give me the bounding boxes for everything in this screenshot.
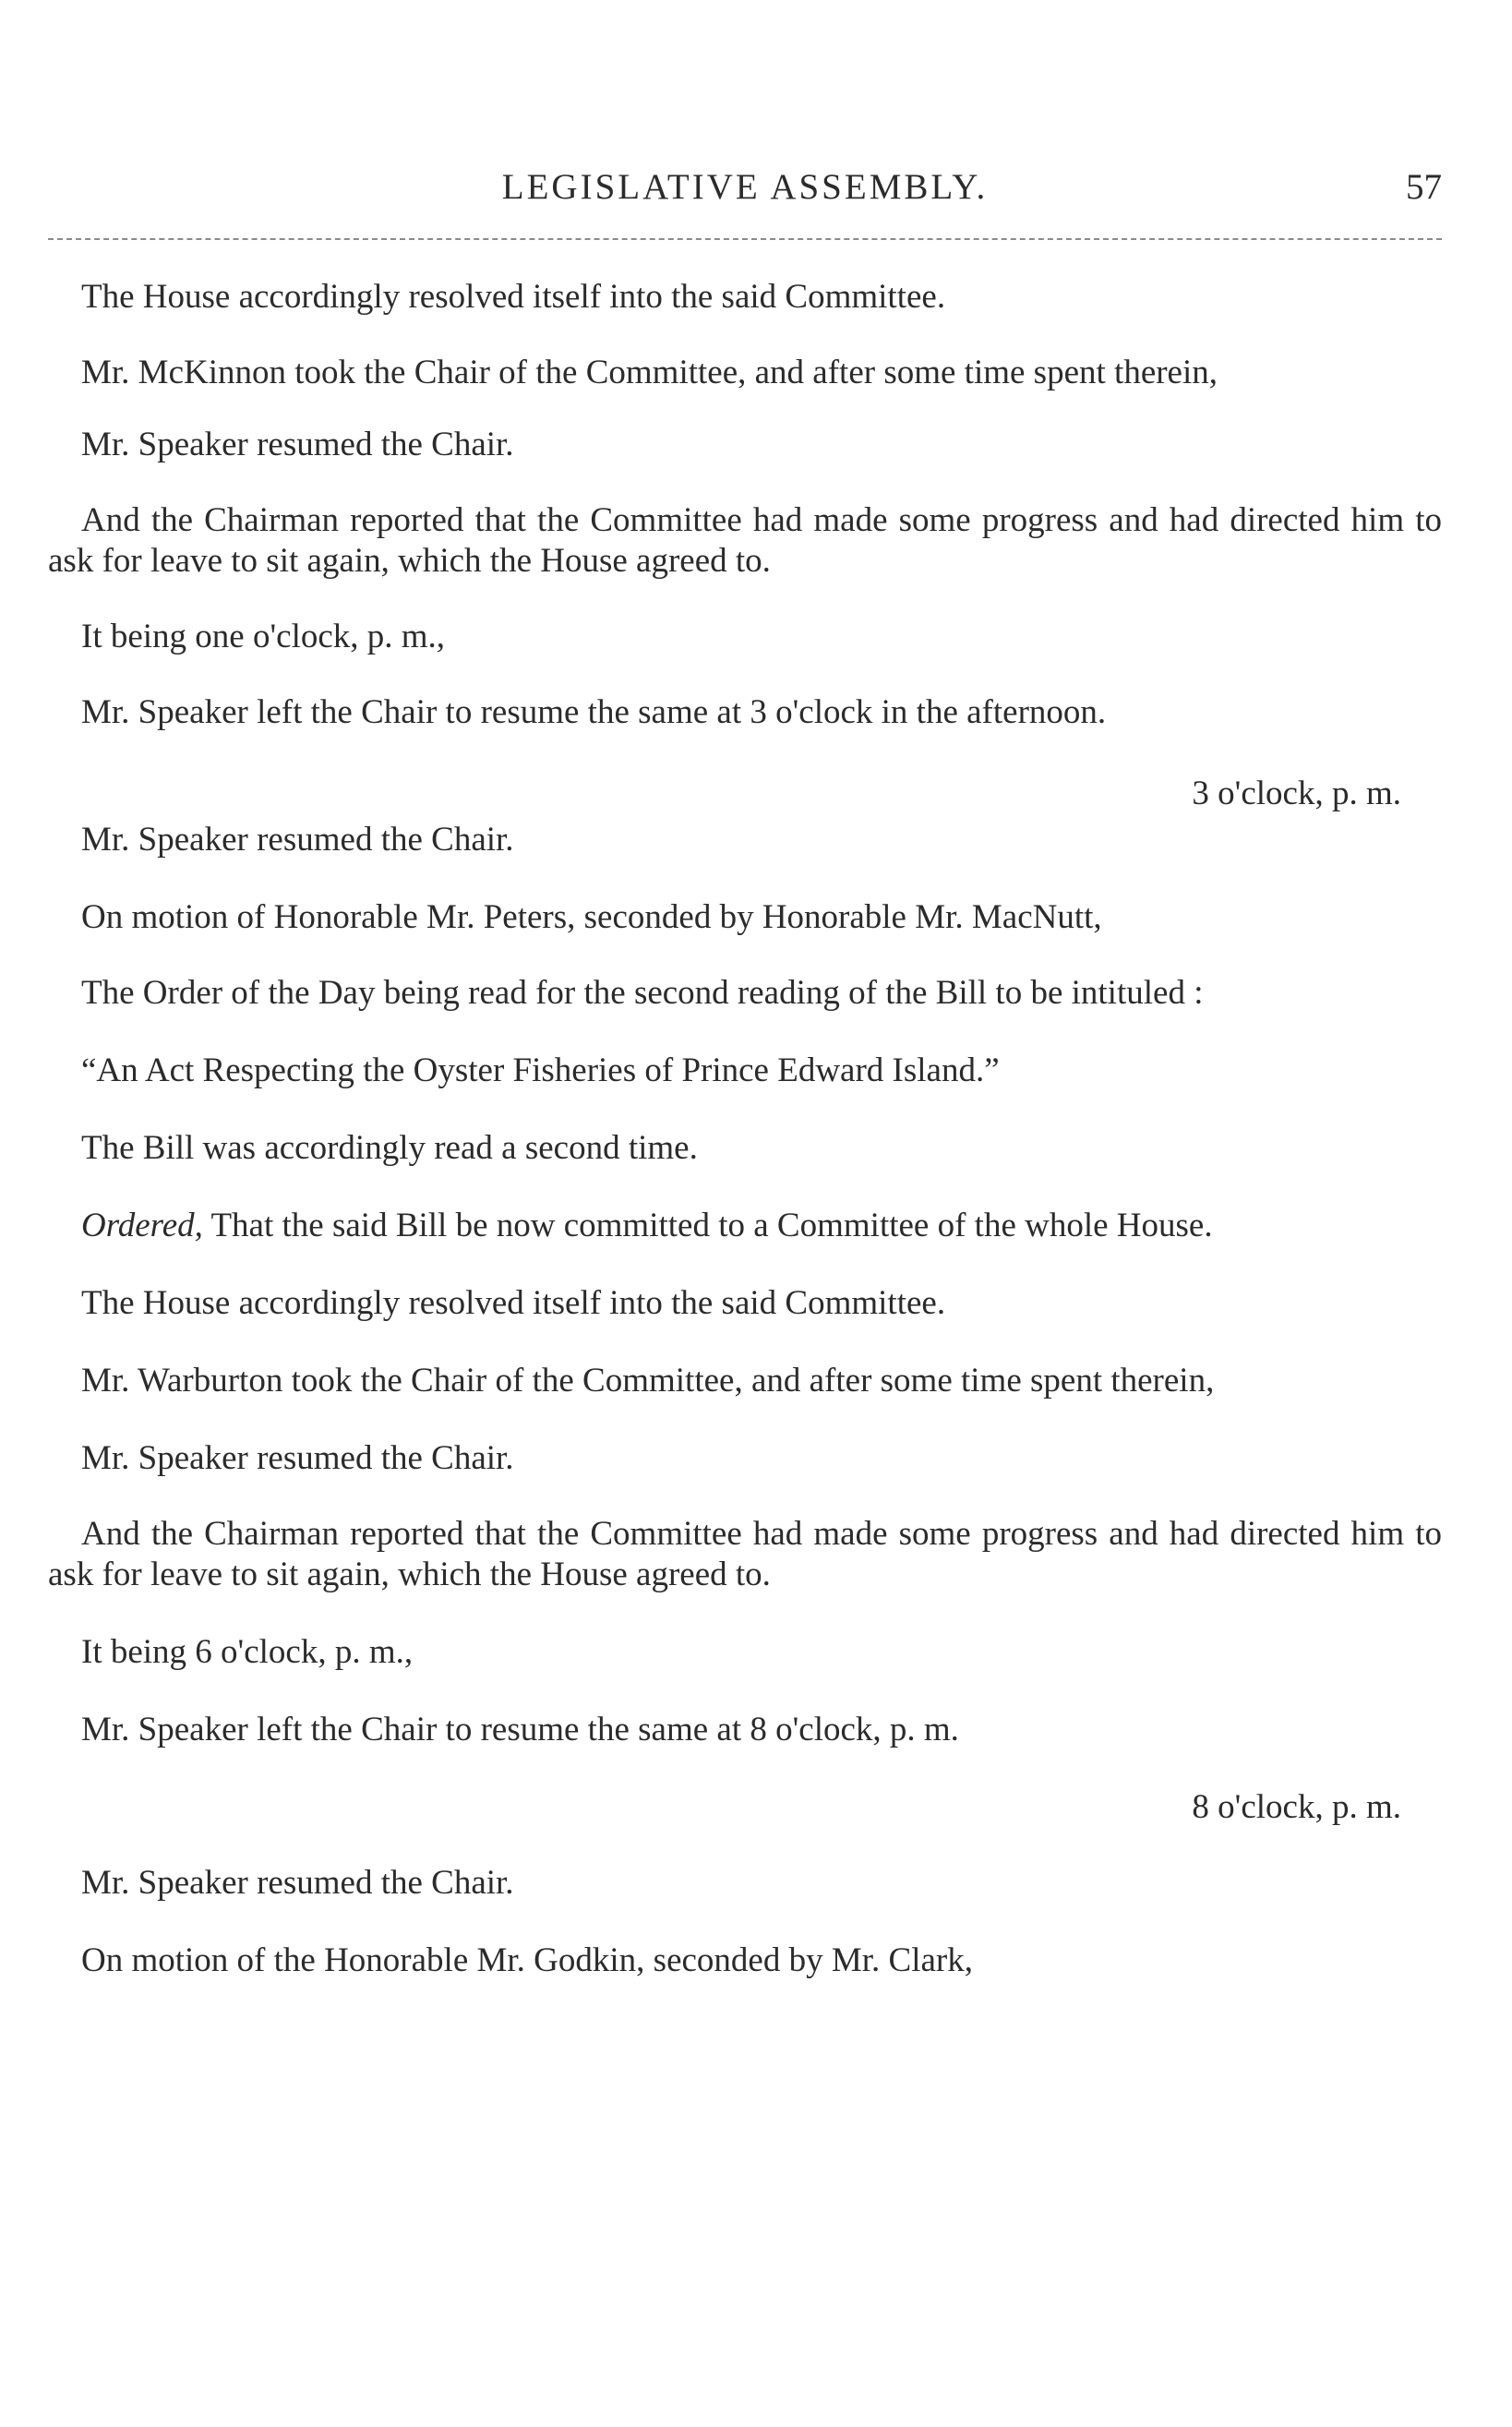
paragraph: On motion of Honorable Mr. Peters, seconded by Honorable Mr. MacNutt, — [81, 898, 1102, 936]
paragraph: It being one o'clock, p. m., — [81, 618, 446, 655]
paragraph: Mr. Speaker left the Chair to resume the same at 3 o'clock in the afternoon. — [81, 693, 1107, 731]
ordered-label: Ordered, — [81, 1207, 203, 1244]
paragraph: And the Chairman reported that the Committee had made some progress and had directed him to ask for leave to sit again, which the House agreed to. — [48, 501, 1442, 580]
page-number: 57 — [1406, 167, 1442, 207]
paragraph: Mr. Warburton took the Chair of the Committee, and after some time spent therein, — [81, 1362, 1215, 1400]
paragraph: Mr. Speaker resumed the Chair. — [81, 426, 514, 463]
paragraph — [48, 1206, 1442, 1246]
paragraph: The House accordingly resolved itself into the said Committee. — [81, 1284, 946, 1322]
paragraph: It being 6 o'clock, p. m., — [81, 1633, 414, 1671]
paragraph: Mr. Speaker resumed the Chair. — [81, 821, 514, 859]
paragraph: The Bill was accordingly read a second time. — [81, 1129, 698, 1167]
paragraph: Mr. Speaker resumed the Chair. — [81, 1864, 514, 1902]
paragraph: Mr. Speaker resumed the Chair. — [81, 1439, 514, 1477]
body-text — [48, 277, 1442, 1981]
paragraph-text: That the said Bill be now committed to a Committee of the whole House. — [202, 1207, 1213, 1244]
paragraph: Mr. McKinnon took the Chair of the Committee, and after some time spent therein, — [81, 354, 1218, 391]
time-heading: 3 o'clock, p. m. — [1192, 775, 1401, 812]
paragraph: The Order of the Day being read for the second reading of the Bill to be intituled : — [81, 974, 1204, 1012]
paragraph: And the Chairman reported that the Committee had made some progress and had directed him to ask for leave to sit again, which the House agreed to. — [48, 1515, 1442, 1593]
paragraph: The House accordingly resolved itself into the said Committee. — [81, 278, 946, 316]
running-head: LEGISLATIVE ASSEMBLY. — [501, 167, 989, 207]
time-heading: 8 o'clock, p. m. — [1192, 1788, 1401, 1826]
paragraph: Mr. Speaker left the Chair to resume the same at 8 o'clock, p. m. — [81, 1711, 959, 1748]
page-header — [48, 166, 1442, 222]
paragraph: On motion of the Honorable Mr. Godkin, seconded by Mr. Clark, — [81, 1941, 973, 1979]
paragraph: “An Act Respecting the Oyster Fisheries of Prince Edward Island.” — [81, 1051, 1000, 1089]
header-rule — [48, 238, 1442, 240]
